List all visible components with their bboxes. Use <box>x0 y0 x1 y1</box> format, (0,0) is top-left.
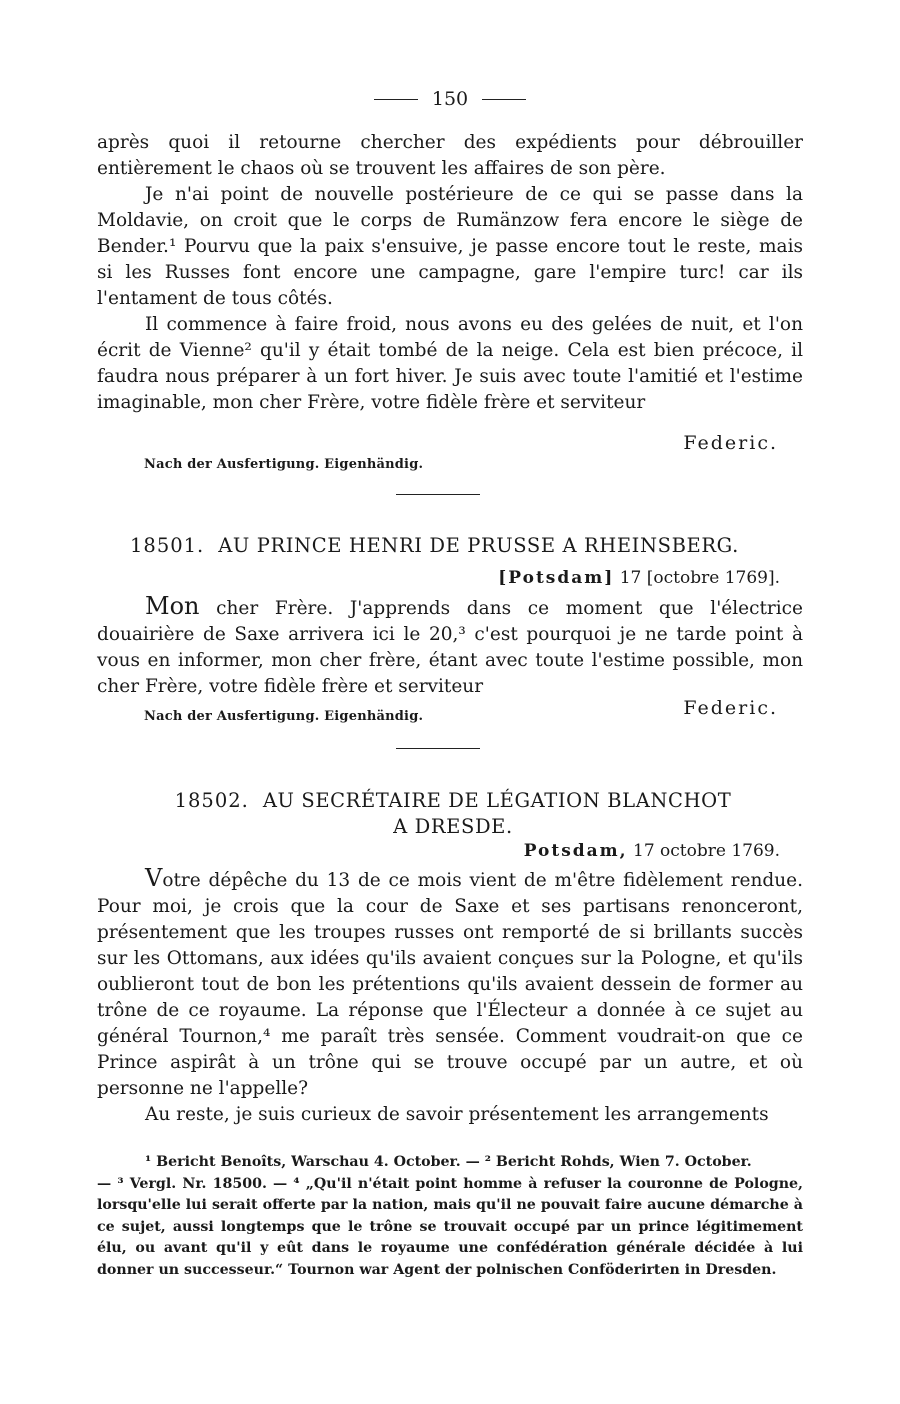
dateline-date: 17 [octobre 1769]. <box>619 568 780 588</box>
source-note: Nach der Ausfertigung. Eigenhändig. <box>144 709 424 724</box>
paragraph: après quoi il retourne chercher des expédients pour débrouiller entièrement le chaos où se trouvent les affaires de son père. <box>97 132 803 179</box>
letter-body <box>97 865 803 1128</box>
letter-number: 18501. <box>130 534 205 557</box>
letter-addressee: AU SECRÉTAIRE DE LÉGATION BLANCHOT <box>262 789 732 812</box>
opening-letter: V <box>145 864 163 892</box>
dateline <box>524 838 780 864</box>
letter-heading <box>148 788 758 840</box>
letter-body <box>97 593 803 700</box>
source-note: Nach der Ausfertigung. Eigenhändig. <box>144 457 424 472</box>
page-number: 150 <box>431 88 469 110</box>
paragraph: Il commence à faire froid, nous avons eu des gelées de nuit, et l'on écrit de Vienne² qu'il y était tombé de la neige. Cela est bien précoce, il faudra nous préparer à un fort hiver. Je suis avec toute l'amitié et l'estime imaginable, mon cher Frère, votre fidèle frère et serviteur <box>97 314 803 413</box>
dateline <box>498 565 780 591</box>
body-text: cher Frère. J'apprends dans ce moment que l'électrice douairière de Saxe arrivera ici le 20,³ c'est pourquoi je ne tarde point à vous en informer, mon cher frère, étant avec toute l'estime possible, mon cher Frère, votre fidèle frère et serviteur <box>97 598 803 697</box>
dateline-place: Potsdam, <box>523 841 628 861</box>
page-header <box>0 86 900 112</box>
paragraph <box>97 865 803 1102</box>
letter-heading <box>130 533 780 559</box>
header-dash-left <box>374 99 418 100</box>
heading-line <box>148 788 758 814</box>
dateline-date: 17 octobre 1769. <box>633 841 780 861</box>
footnote-line: ¹ Bericht Benoîts, Warschau 4. October. — ² Bericht Rohds, Wien 7. October. <box>145 1154 752 1170</box>
footnotes <box>97 1152 803 1282</box>
footnote-line: — ³ Vergl. Nr. 18500. — ⁴ „Qu'il n'était point homme à refuser la couronne de Pologne, lorsqu'elle lui serait offerte par la nation, mais qu'il ne pouvait faire aucune démarche à ce sujet, aussi longtemps que le trône se trouvait occupé par un prince légitimement élu, ou avant qu'il y eût dans le royaume une confédération générale décidée à lui donner un successeur.“ Tournon war Agent der polnischen Conföderirten in Dresden. <box>97 1175 803 1278</box>
dateline-place: [Potsdam] <box>498 568 615 588</box>
previous-letter-body <box>97 130 803 416</box>
section-divider <box>396 494 480 495</box>
body-text: otre dépêche du 13 de ce mois vient de m'être fidèlement rendue. Pour moi, je crois que la cour de Saxe et ses partisans renonceront, présentement que les troupes russes ont remporté de si brillants succès sur les Ottomans, aux idées qu'ils avaient conçues sur la Pologne, et qu'ils oublieront tout de bon les prétentions qu'ils avaient dessein de former au trône de ce royaume. La réponse que l'Électeur a donnée à ce sujet au général Tournon,⁴ me paraît très sensée. Comment voudrait-on que ce Prince aspirât à un trône qui se trouve occupé par un autre, et où personne ne l'appelle? <box>97 870 803 1099</box>
letter-number: 18502. <box>174 789 249 812</box>
heading-line-2: A DRESDE. <box>393 815 513 838</box>
header-dash-right <box>482 99 526 100</box>
letter-addressee: AU PRINCE HENRI DE PRUSSE A RHEINSBERG. <box>218 534 739 557</box>
paragraph: Au reste, je suis curieux de savoir présentement les arrangements <box>145 1104 769 1125</box>
section-divider <box>396 748 480 749</box>
signature: Federic. <box>683 697 778 719</box>
opening-word: Mon <box>145 592 200 620</box>
paragraph <box>97 593 803 700</box>
signature: Federic. <box>683 432 778 454</box>
paragraph: Je n'ai point de nouvelle postérieure de ce qui se passe dans la Moldavie, on croit que le corps de Rumänzow fera encore le siège de Bender.¹ Pourvu que la paix s'ensuive, je passe encore tout le reste, mais si les Russes font encore une campagne, gare l'empire turc! car ils l'entament de tous côtés. <box>97 184 803 309</box>
